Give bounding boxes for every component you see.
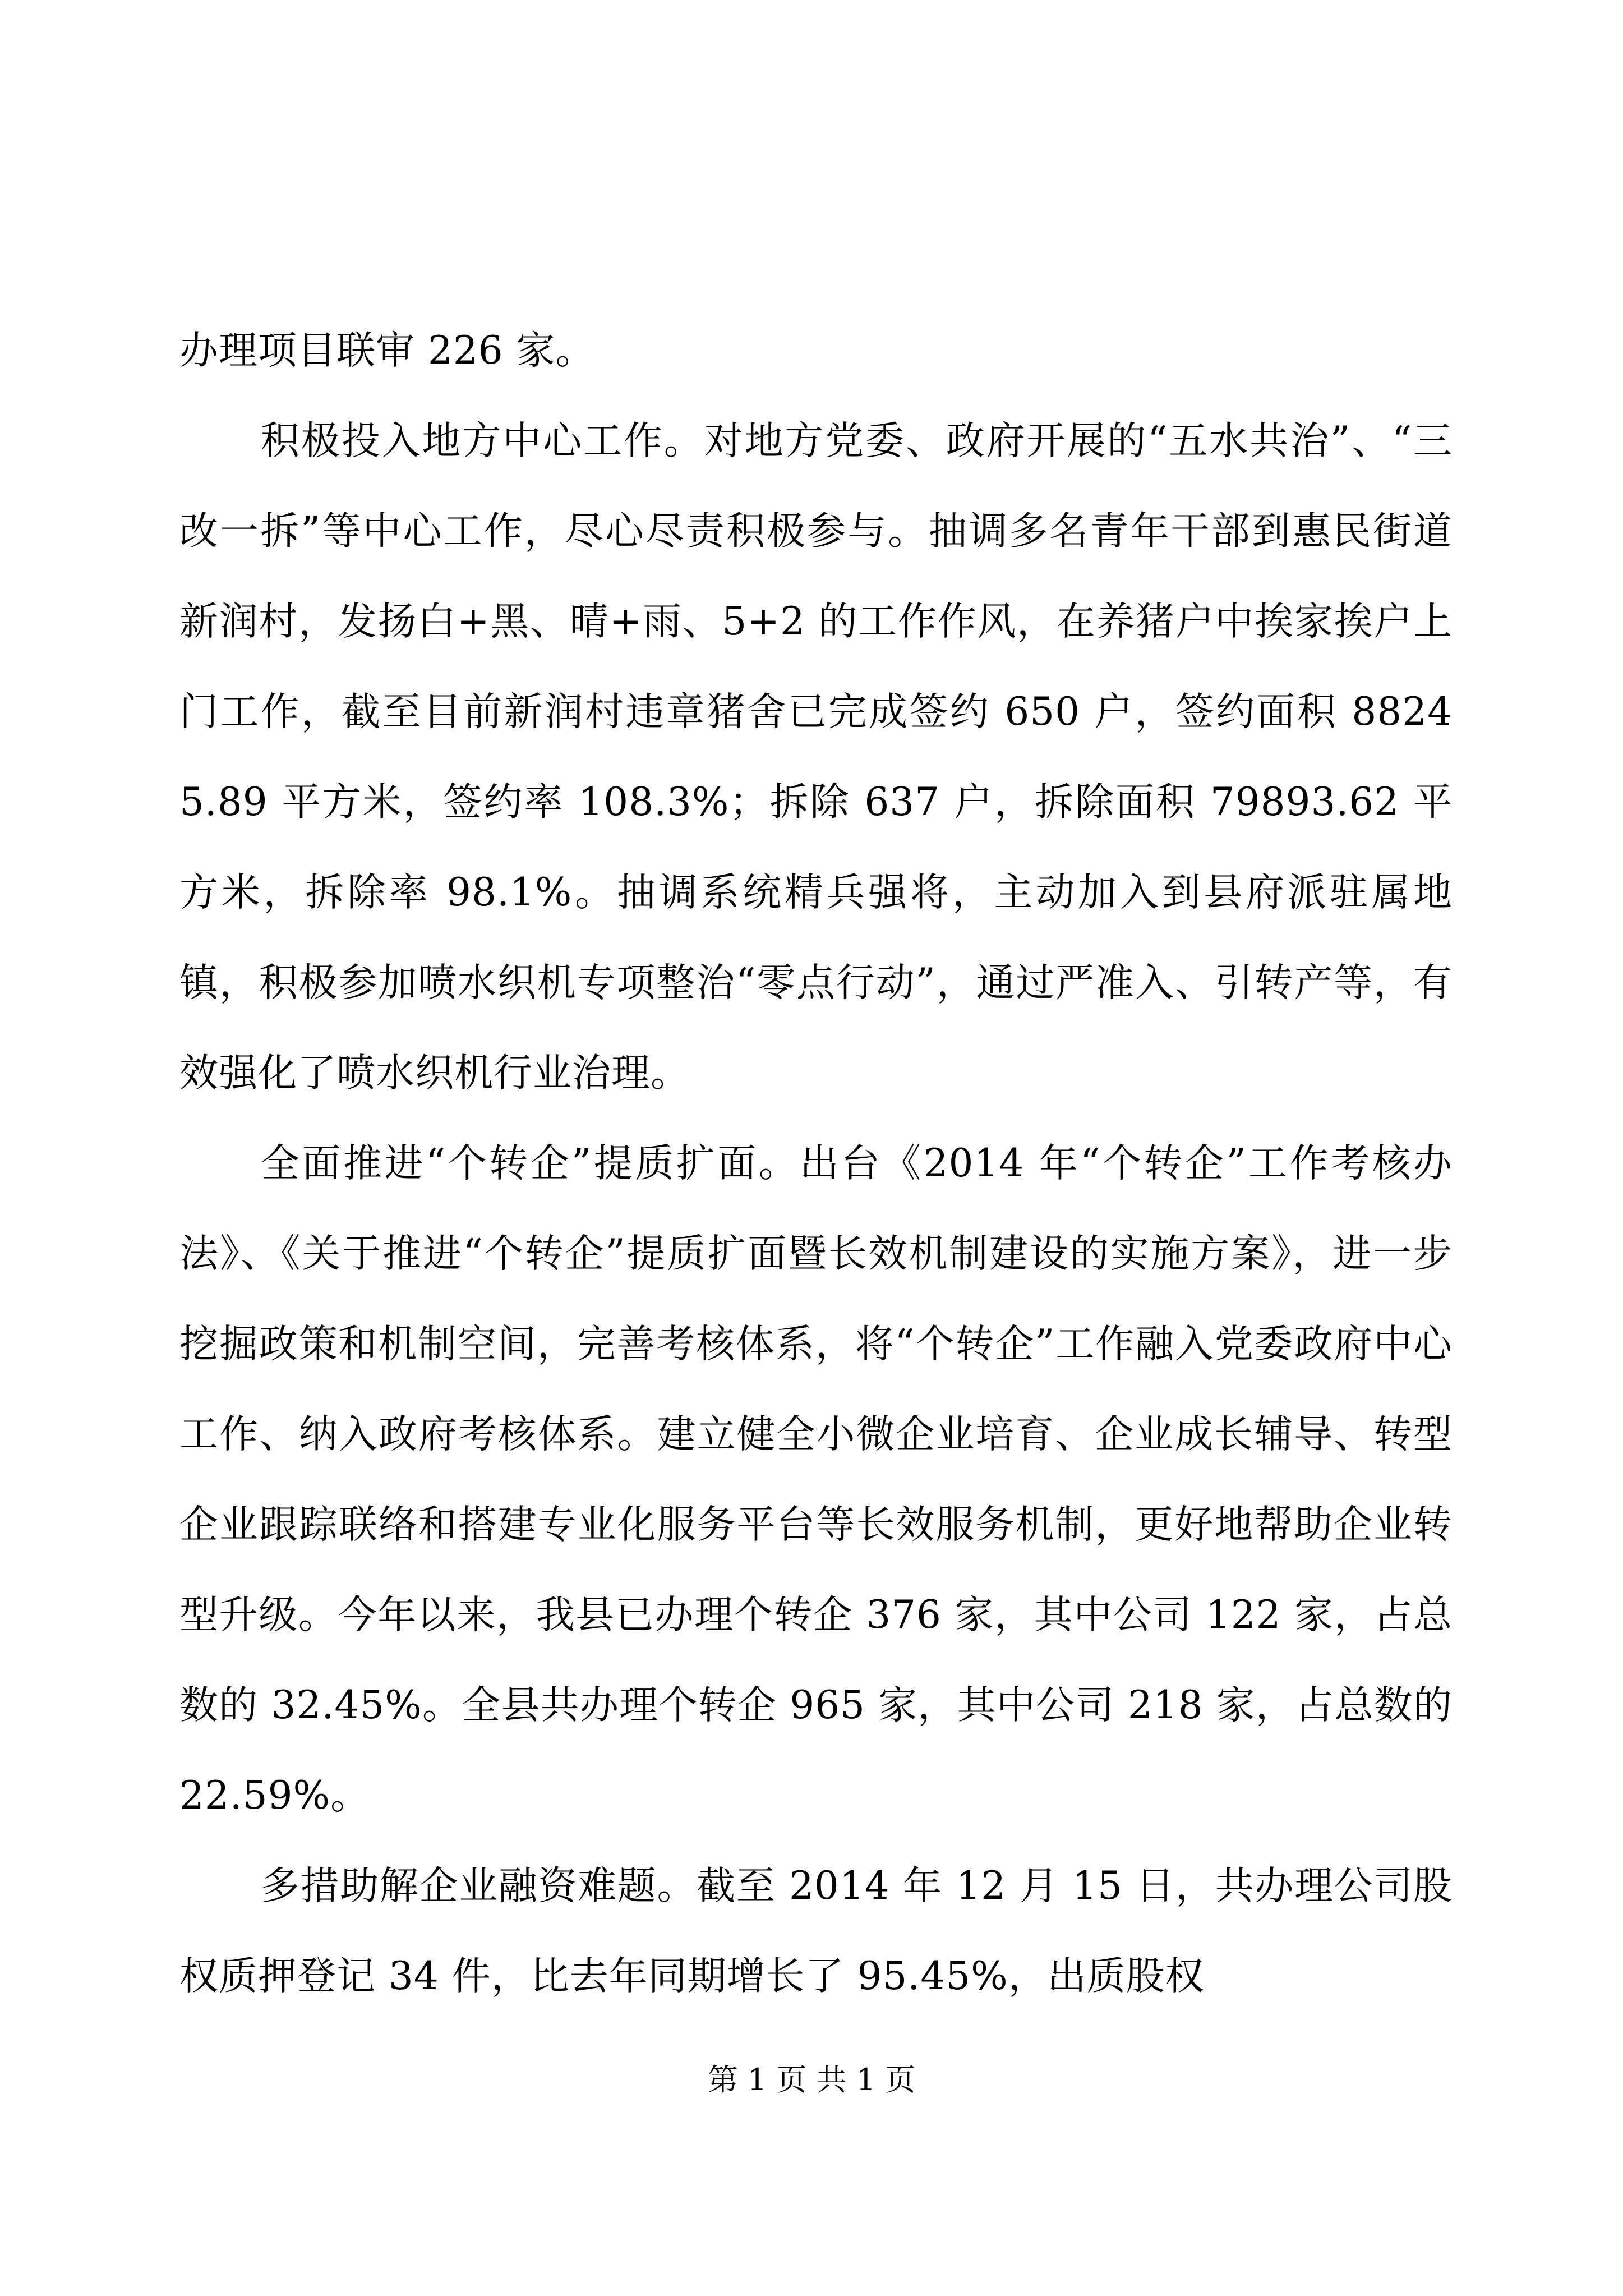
paragraph-4: 多措助解企业融资难题。截至 2014 年 12 月 15 日，共办理公司股权质押登记 34 件，比去年同期增长了 95.45%，出质股权 xyxy=(179,1864,1453,1999)
paragraph-3: 全面推进“个转企”提质扩面。出台《2014 年“个转企”工作考核办法》、《关于推进“个转企”提质扩面暨长效机制建设的实施方案》，进一步挖掘政策和机制空间，完善考核体系，将“个转企”工作融入党委政府中心工作、纳入政府考核体系。建立健全小微企业培育、企业成长辅导、转型企业跟踪联络和搭建专业化服务平台等长效服务机制，更好地帮助企业转型升级。今年以来，我县已办理个转企 376 家，其中公司 122 家，占总数的 32.45%。全县共办理个转企 965 家，其中公司 218 家，占总数的 22.59%。 xyxy=(179,1141,1453,1818)
page-footer: 第 1 页 共 1 页 xyxy=(707,2062,916,2097)
document-body xyxy=(179,306,1453,2022)
paragraph-1: 办理项目联审 226 家。 xyxy=(179,328,595,373)
paragraph-2: 积极投入地方中心工作。对地方党委、政府开展的“五水共治”、“三改一拆”等中心工作，尽心尽责积极参与。抽调多名青年干部到惠民街道新润村，发扬白+黑、晴+雨、5+2 的工作作风，在养猪户中挨家挨户上门工作，截至目前新润村违章猪舍已完成签约 650 户，签约面积 88245.89 平方米，签约率 108.3%；拆除 637 户，拆除面积 79893.62 平方米，拆除率 98.1%。抽调系统精兵强将，主动加入到县府派驻属地镇，积极参加喷水织机专项整治“零点行动”，通过严准入、引转产等，有效强化了喷水织机行业治理。 xyxy=(179,418,1453,1096)
